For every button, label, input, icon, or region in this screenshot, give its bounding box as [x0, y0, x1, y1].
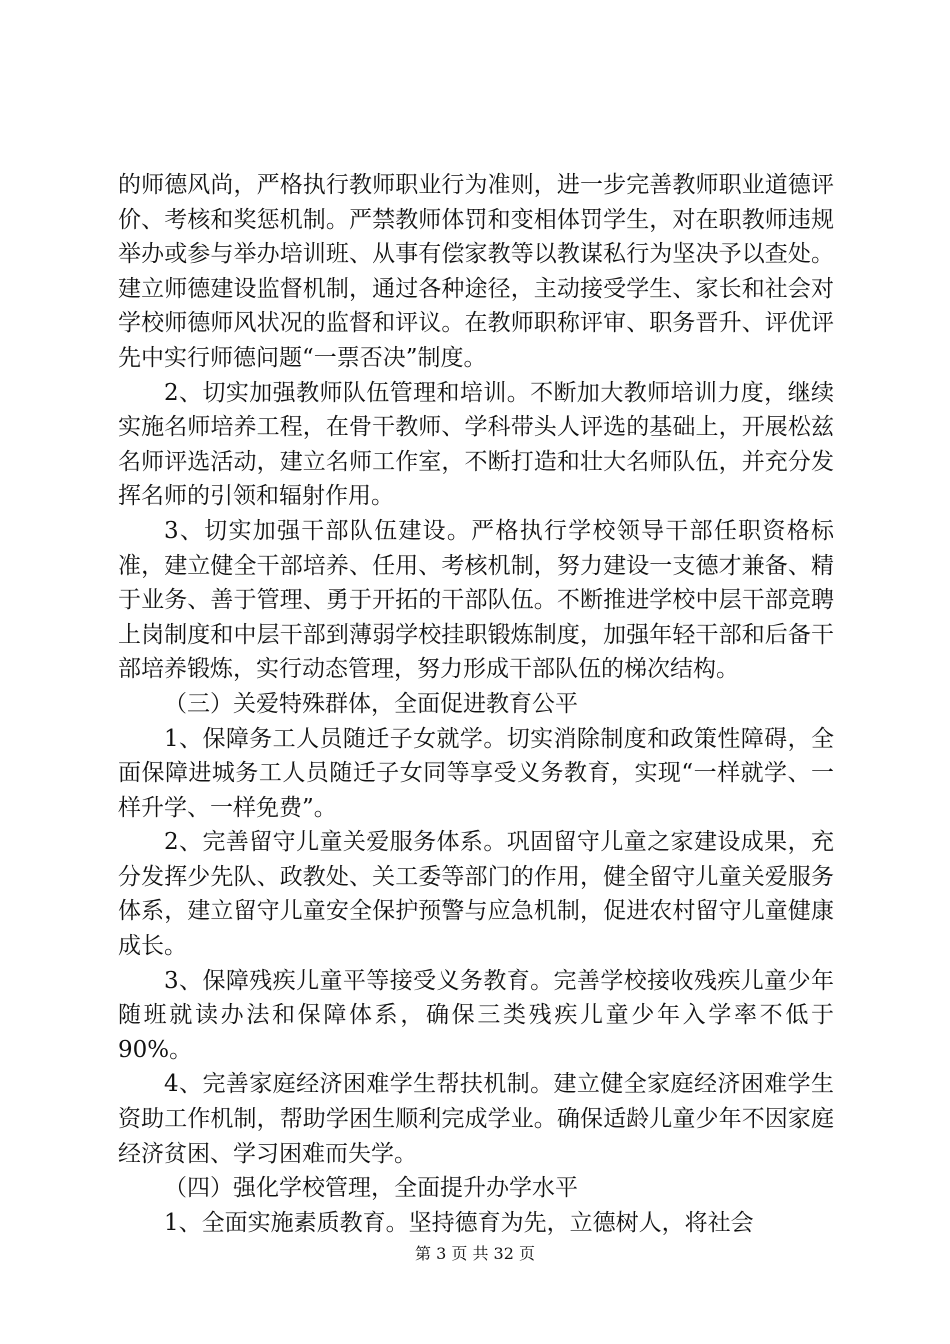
paragraph-left-behind-children: 2、完善留守儿童关爱服务体系。巩固留守儿童之家建设成果，充分发挥少先队、政教处、关工委等部门的作用，健全留守儿童关爱服务体系，建立留守儿童安全保护预警与应急机制，促进农村留守儿童健康成长。	[118, 829, 834, 960]
section-heading-4: （四）强化学校管理，全面提升办学水平	[164, 1175, 578, 1202]
paragraph-teacher-training: 2、切实加强教师队伍管理和培训。不断加大教师培训力度，继续实施名师培养工程，在骨干教师、学科带头人评选的基础上，开展松兹名师评选活动，建立名师工作室，不断打造和壮大名师队伍，并充分发挥名师的引领和辐射作用。	[118, 379, 834, 510]
section-heading-3: （三）关爱特殊群体，全面促进教育公平	[164, 690, 578, 717]
paragraph-migrant-children: 1、保障务工人员随迁子女就学。切实消除制度和政策性障碍，全面保障进城务工人员随迁子女同等享受义务教育，实现“一样就学、一样升学、一样免费”。	[118, 725, 834, 821]
paragraph-continued: 的师德风尚，严格执行教师职业行为准则，进一步完善教师职业道德评价、考核和奖惩机制。严禁教师体罚和变相体罚学生，对在职教师违规举办或参与举办培训班、从事有偿家教等以教谋私行为坚决予以查处。建立师德建设监督机制，通过各种途径，主动接受学生、家长和社会对学校师德师风状况的监督和评议。在教师职称评审、职务晋升、评优评先中实行师德问题“一票否决”制度。	[118, 172, 834, 371]
page-footer: 第 3 页 共 32 页	[415, 1244, 535, 1263]
paragraph-disabled-children: 3、保障残疾儿童平等接受义务教育。完善学校接收残疾儿童少年随班就读办法和保障体系，确保三类残疾儿童少年入学率不低于90%。	[118, 967, 834, 1063]
document-body	[118, 168, 834, 1240]
paragraph-quality-education: 1、全面实施素质教育。坚持德育为先，立德树人，将社会	[164, 1209, 754, 1236]
paragraph-cadre-building: 3、切实加强干部队伍建设。严格执行学校领导干部任职资格标准，建立健全干部培养、任用、考核机制，努力建设一支德才兼备、精于业务、善于管理、勇于开拓的干部队伍。不断推进学校中层干部竞聘上岗制度和中层干部到薄弱学校挂职锻炼制度，加强年轻干部和后备干部培养锻炼，实行动态管理，努力形成干部队伍的梯次结构。	[118, 517, 834, 683]
paragraph-poverty-support: 4、完善家庭经济困难学生帮扶机制。建立健全家庭经济困难学生资助工作机制，帮助学困生顺利完成学业。确保适龄儿童少年不因家庭经济贫困、学习困难而失学。	[118, 1071, 834, 1167]
